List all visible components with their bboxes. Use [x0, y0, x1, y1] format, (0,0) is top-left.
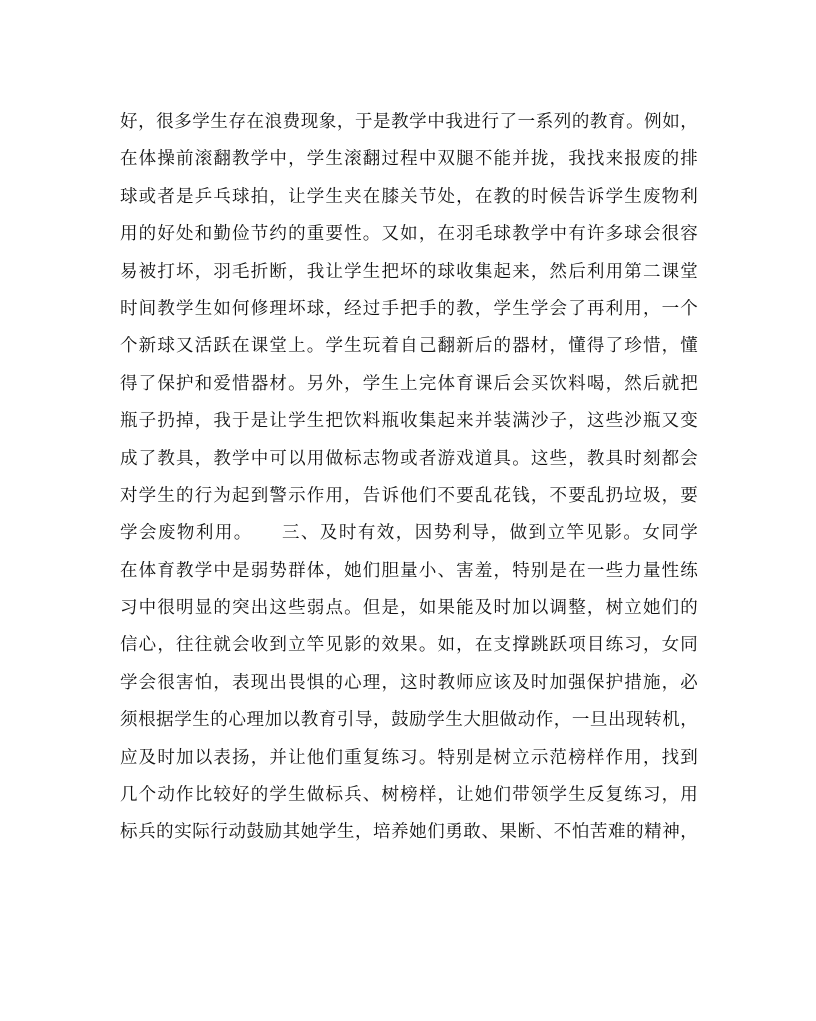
text-line: 易被打坏，羽毛折断，我让学生把坏的球收集起来，然后利用第二课堂 — [120, 261, 698, 282]
text-line: 须根据学生的心理加以教育引导，鼓励学生大胆做动作，一旦出现转机， — [120, 710, 698, 731]
text-line: 标兵的实际行动鼓励其她学生，培养她们勇敢、果断、不怕苦难的精神， — [120, 822, 698, 843]
text-line: 学会很害怕，表现出畏惧的心理，这时教师应该及时加强保护措施，必 — [120, 672, 698, 693]
text-line: 瓶子扔掉，我于是让学生把饮料瓶收集起来并装满沙子，这些沙瓶又变 — [120, 411, 698, 432]
body-paragraph — [120, 104, 698, 852]
text-line: 好，很多学生存在浪费现象，于是教学中我进行了一系列的教育。例如， — [120, 112, 698, 132]
text-line: 对学生的行为起到警示作用，告诉他们不要乱花钱，不要乱扔垃圾，要 — [120, 485, 698, 506]
text-line: 应及时加以表扬，并让他们重复练习。特别是树立示范榜样作用，找到 — [120, 747, 698, 768]
text-line: 得了保护和爱惜器材。另外，学生上完体育课后会买饮料喝，然后就把 — [120, 373, 698, 394]
text-line: 时间教学生如何修理坏球，经过手把手的教，学生学会了再利用，一个 — [120, 298, 698, 319]
text-line: 个新球又活跃在课堂上。学生玩着自己翻新后的器材，懂得了珍惜，懂 — [120, 336, 698, 357]
text-line: 成了教具，教学中可以用做标志物或者游戏道具。这些，教具时刻都会 — [120, 448, 698, 469]
text-line: 信心，往往就会收到立竿见影的效果。如，在支撑跳跃项目练习，女同 — [120, 635, 698, 656]
text-line: 球或者是乒乓球拍，让学生夹在膝关节处，在教的时候告诉学生废物利 — [120, 186, 698, 207]
text-line: 学会废物利用。 三、及时有效，因势利导，做到立竿见影。女同学 — [120, 523, 698, 544]
text-line: 用的好处和勤俭节约的重要性。又如，在羽毛球教学中有许多球会很容 — [120, 224, 698, 245]
text-line: 几个动作比较好的学生做标兵、树榜样，让她们带领学生反复练习，用 — [120, 785, 698, 806]
text-line: 在体育教学中是弱势群体，她们胆量小、害羞，特别是在一些力量性练 — [120, 560, 698, 581]
text-line: 在体操前滚翻教学中，学生滚翻过程中双腿不能并拢，我找来报废的排 — [120, 149, 698, 170]
text-line: 习中很明显的突出这些弱点。但是，如果能及时加以调整，树立她们的 — [120, 598, 698, 619]
